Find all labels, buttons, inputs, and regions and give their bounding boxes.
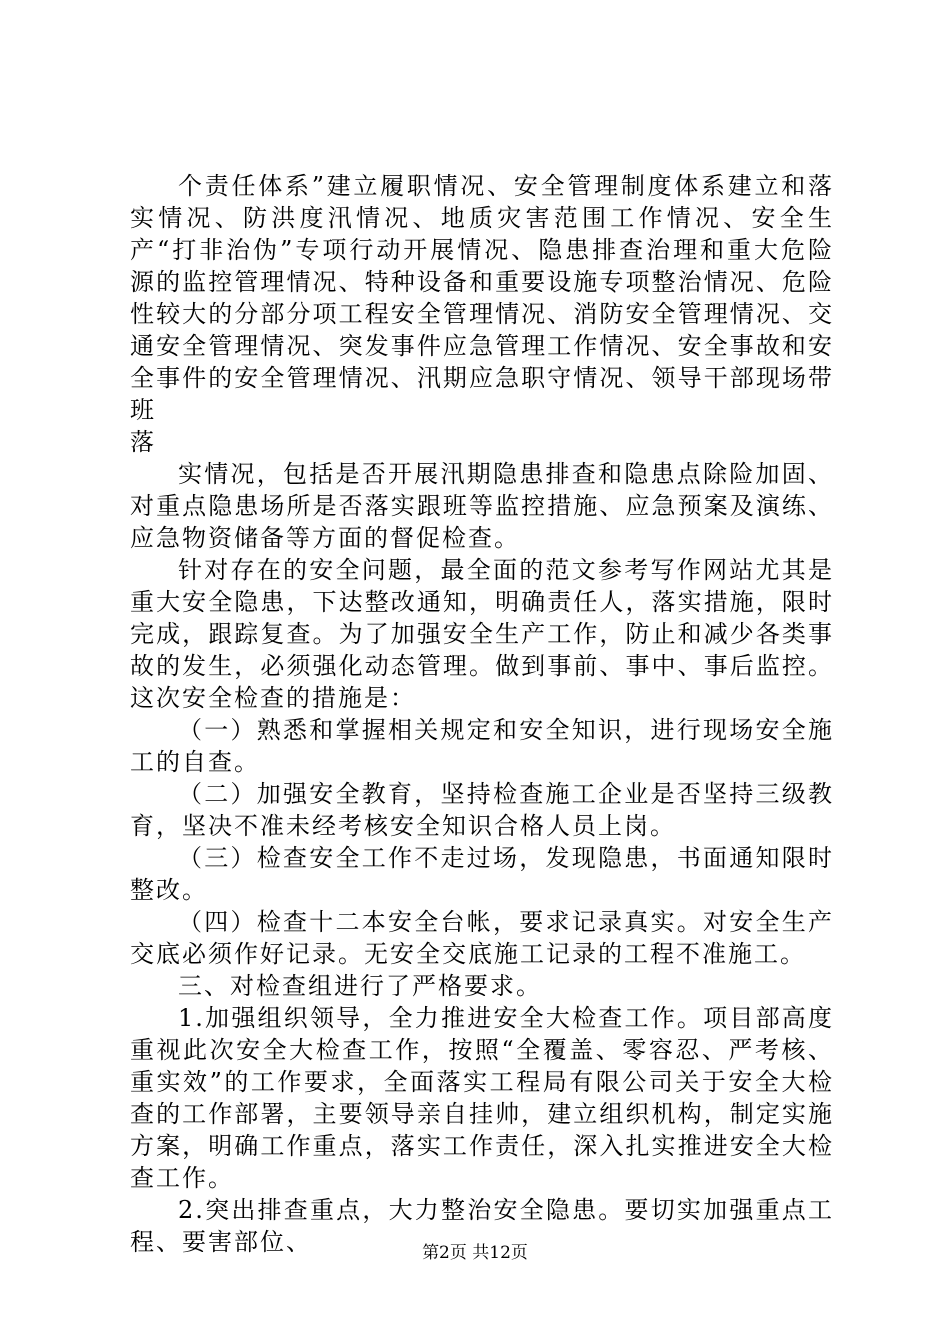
paragraph-safety-issues: 针对存在的安全问题，最全面的范文参考写作网站尤其是重大安全隐患，下达整改通知，明确责任人，落实措施，限时完成，跟踪复查。为了加强安全生产工作，防止和减少各类事故的发生，必须强化动态管理。做到事前、事中、事后监控。这次安全检查的措施是： [130, 556, 834, 712]
paragraph-measure-3: （三）检查安全工作不走过场，发现隐患，书面通知限时整改。 [130, 844, 834, 904]
paragraph-item-1: 1.加强组织领导，全力推进安全大检查工作。项目部高度重视此次安全大检查工作，按照“全覆盖、零容忍、严考核、重实效”的工作要求，全面落实工程局有限公司关于安全大检查的工作部署，主要领导亲自挂帅，建立组织机构，制定实施方案，明确工作重点，落实工作责任，深入扎实推进安全大检查工作。 [130, 1004, 834, 1192]
paragraph-measure-1: （一）熟悉和掌握相关规定和安全知识，进行现场安全施工的自查。 [130, 716, 834, 776]
page-footer: 第2页 共12页 [422, 1243, 528, 1263]
paragraph-fragment: 落 [130, 428, 156, 456]
paragraph-implementation: 实情况，包括是否开展汛期隐患排查和隐患点除险加固、对重点隐患场所是否落实跟班等监控措施、应急预案及演练、应急物资储备等方面的督促检查。 [130, 460, 834, 552]
paragraph-section-3: 三、对检查组进行了严格要求。 [178, 972, 542, 1000]
paragraph-item-2: 2.突出排查重点，大力整治安全隐患。要切实加强重点工程、要害部位、 [130, 1196, 834, 1256]
paragraph-responsibility-system: 个责任体系”建立履职情况、安全管理制度体系建立和落实情况、防洪度汛情况、地质灾害范围工作情况、安全生产“打非治伪”专项行动开展情况、隐患排查治理和重大危险源的监控管理情况、特种设备和重要设施专项整治情况、危险性较大的分部分项工程安全管理情况、消防安全管理情况、交通安全管理情况、突发事件应急管理工作情况、安全事故和安全事件的安全管理情况、汛期应急职守情况、领导干部现场带班 [130, 172, 834, 424]
paragraph-measure-2: （二）加强安全教育，坚持检查施工企业是否坚持三级教育，坚决不准未经考核安全知识合格人员上岗。 [130, 780, 834, 840]
body-text [130, 170, 834, 1258]
paragraph-measure-4: （四）检查十二本安全台帐，要求记录真实。对安全生产交底必须作好记录。无安全交底施工记录的工程不准施工。 [130, 908, 834, 968]
